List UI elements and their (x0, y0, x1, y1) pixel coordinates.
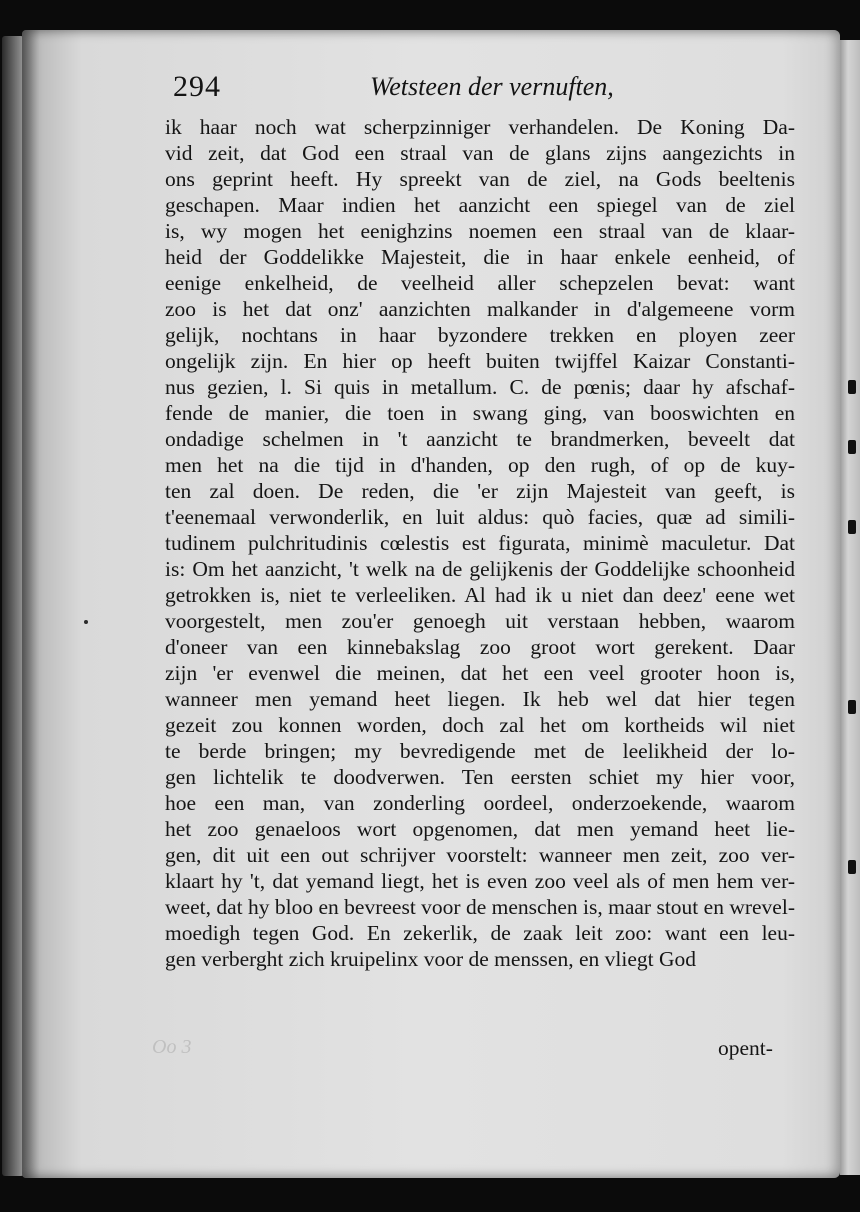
page-header (173, 70, 633, 110)
text-line: gezeit zou konnen worden, doch zal het om kortheids wil niet (165, 713, 795, 737)
page-number: 294 (173, 70, 221, 103)
page-edge-mark (848, 860, 856, 874)
text-line: gen, dit uit een out schrijver voorstelt: wanneer men zeit, zoo ver- (165, 843, 795, 867)
text-line: t'eenemaal verwonderlik, en luit aldus: quò facies, quæ ad simili- (165, 505, 795, 529)
text-line: voorgestelt, men zou'er genoegh uit verstaan hebben, waarom (165, 609, 795, 633)
text-line: fende de manier, die toen in swang ging, van booswichten en (165, 401, 795, 425)
text-line: tudinem pulchritudinis cœlestis est figurata, minimè maculetur. Dat (165, 531, 795, 555)
ink-speck (84, 620, 88, 624)
text-line: is, wy mogen het eenighzins noemen een straal van de klaar- (165, 219, 795, 243)
body-text (165, 114, 795, 972)
bleed-through-text: Oo 3 (152, 1036, 192, 1058)
text-line: gen verberght zich kruipelinx voor de menssen, en vliegt God (165, 947, 696, 971)
text-line: heid der Goddelikke Majesteit, die in haar enkele eenheid, of (165, 245, 795, 269)
text-line: zoo is het dat onz' aanzichten malkander in d'algemeene vorm (165, 297, 795, 321)
text-line: nus gezien, l. Si quis in metallum. C. de pœnis; daar hy afschaf- (165, 375, 795, 399)
page-edge-mark (848, 380, 856, 394)
text-line: vid zeit, dat God een straal van de glans zijns aangezichts in (165, 141, 795, 165)
page-edge-mark (848, 520, 856, 534)
text-line: ten zal doen. De reden, die 'er zijn Majesteit van geeft, is (165, 479, 795, 503)
text-line: is: Om het aanzicht, 't welk na de gelijkenis der Goddelijke schoonheid (165, 557, 795, 581)
text-line: eenige enkelheid, de veelheid aller schepzelen bevat: want (165, 271, 795, 295)
page-edge-mark (848, 440, 856, 454)
text-line: gen lichtelik te doodverwen. Ten eersten schiet my hier voor, (165, 765, 795, 789)
text-line: ik haar noch wat scherpzinniger verhandelen. De Koning Da- (165, 115, 795, 139)
text-line: wanneer men yemand heet liegen. Ik heb wel dat hier tegen (165, 687, 795, 711)
text-line: zijn 'er evenwel die meinen, dat het een veel grooter hoon is, (165, 661, 795, 685)
text-line: te berde bringen; my bevredigende met de leelikheid der lo- (165, 739, 795, 763)
text-line: gelijk, nochtans in haar byzondere trekken en ployen zeer (165, 323, 795, 347)
text-line: hoe een man, van zonderling oordeel, onderzoekende, waarom (165, 791, 795, 815)
text-line: ons geprint heeft. Hy spreekt van de ziel, na Gods beeltenis (165, 167, 795, 191)
catchword: opent- (718, 1036, 773, 1060)
text-line: ongelijk zijn. En hier op heeft buiten twijffel Kaizar Constanti- (165, 349, 795, 373)
text-line: geschapen. Maar indien het aanzicht een spiegel van de ziel (165, 193, 795, 217)
text-line: ondadige schelmen in 't aanzicht te brandmerken, beveelt dat (165, 427, 795, 451)
page-edge-mark (848, 700, 856, 714)
text-line: moedigh tegen God. En zekerlik, de zaak leit zoo: want een leu- (165, 921, 795, 945)
text-line: weet, dat hy bloo en bevreest voor de menschen is, maar stout en wrevel- (165, 895, 795, 919)
text-line: d'oneer van een kinnebakslag zoo groot wort gerekent. Daar (165, 635, 795, 659)
text-line: het zoo genaeloos wort opgenomen, dat men yemand heet lie- (165, 817, 795, 841)
book-binding (2, 36, 24, 1176)
text-line: klaart hy 't, dat yemand liegt, het is even zoo veel als of men hem ver- (165, 869, 795, 893)
next-page-edge (840, 40, 860, 1175)
running-head: Wetsteen der vernuften, (370, 72, 614, 101)
text-line: men het na die tijd in d'handen, op den rugh, of op de kuy- (165, 453, 795, 477)
text-line: getrokken is, niet te verleeliken. Al had ik u niet dan deez' eene wet (165, 583, 795, 607)
